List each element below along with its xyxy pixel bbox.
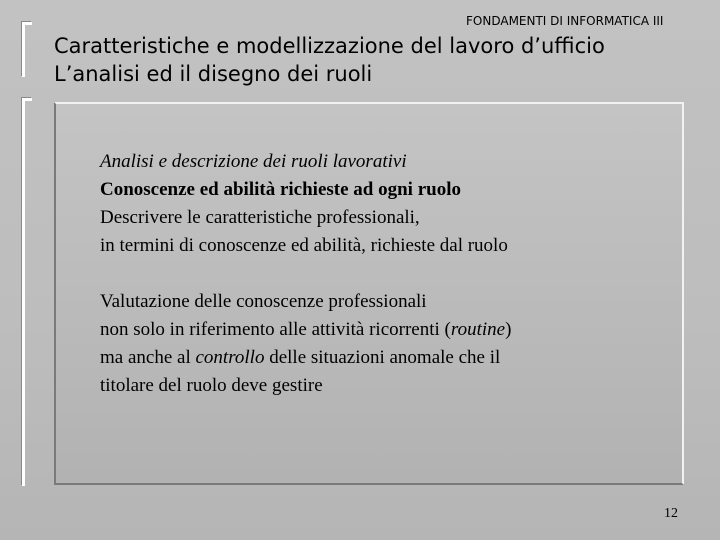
para2-line-3-pre: ma anche al [100, 347, 196, 368]
para2-line-2 [100, 316, 670, 344]
slide-title [54, 32, 605, 88]
routine-term: routine [450, 319, 506, 340]
para2-line-1: Valutazione delle conoscenze professionali [100, 291, 427, 312]
slide-body [100, 148, 670, 400]
title-bracket-decoration [22, 22, 32, 77]
content-bracket-decoration [22, 98, 32, 486]
slide-number: 12 [664, 506, 678, 521]
controllo-term: controllo [195, 347, 265, 368]
title-line-1: Caratteristiche e modellizzazione del lavoro d’ufficio [54, 34, 605, 58]
para2-line-2-pre: non solo in riferimento alle attività ricorrenti ( [100, 319, 451, 340]
para2-line-3 [100, 344, 670, 372]
para2-line-2-post: ) [505, 319, 512, 340]
para2-line-3-post: delle situazioni anomale che il [264, 347, 501, 368]
para1-line-1: Descrivere le caratteristiche professionali, [100, 207, 420, 228]
para2-line-4: titolare del ruolo deve gestire [100, 375, 323, 396]
paragraph-spacer [100, 260, 670, 288]
body-subheading: Conoscenze ed abilità richieste ad ogni ruolo [100, 179, 461, 200]
para1-line-2: in termini di conoscenze ed abilità, richieste dal ruolo [100, 235, 508, 256]
body-heading: Analisi e descrizione dei ruoli lavorativi [100, 151, 407, 172]
title-line-2: L’analisi ed il disegno dei ruoli [54, 62, 373, 86]
course-header: FONDAMENTI DI INFORMATICA III [466, 14, 664, 28]
